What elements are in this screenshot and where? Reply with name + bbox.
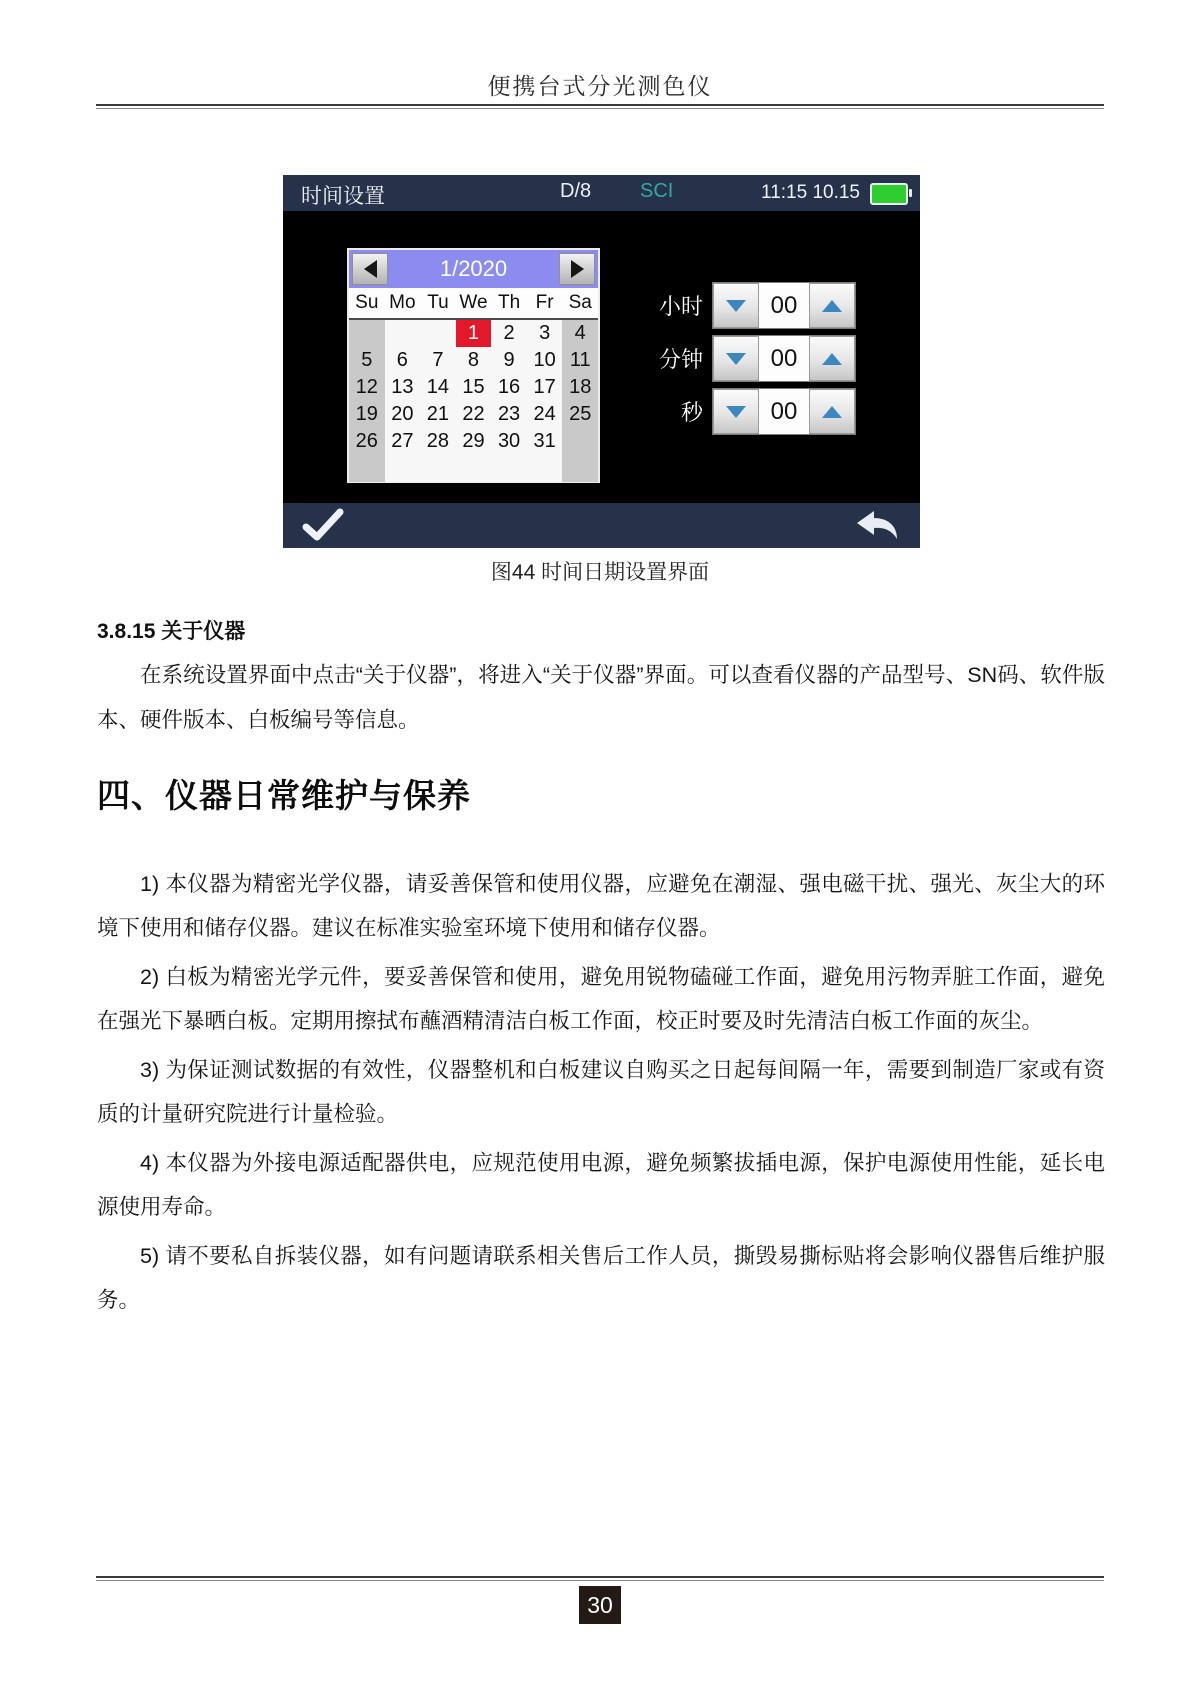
calendar-cell-26[interactable]: 26 [349,428,385,455]
calendar-cell-empty [562,428,598,455]
second-value: 00 [759,389,809,434]
weekday-label: Sa [568,292,592,313]
calendar-cell-19[interactable]: 19 [349,401,385,428]
calendar [347,248,600,483]
back-button[interactable] [854,509,900,541]
calendar-cell-empty [385,320,421,347]
calendar-cell-21[interactable]: 21 [420,401,456,428]
page-number-badge: 30 [579,1586,621,1624]
calendar-cell-14[interactable]: 14 [420,374,456,401]
calendar-cell-empty [420,455,456,482]
check-icon [306,512,340,537]
up-triangle-icon [822,300,842,312]
calendar-cell-20[interactable]: 20 [385,401,421,428]
down-triangle-icon [726,406,746,418]
left-arrow-icon [364,260,377,278]
calendar-cell-23[interactable]: 23 [491,401,527,428]
clock-label: 11:15 10.15 [761,182,860,203]
section-heading: 3.8.15 关于仪器 [97,620,246,643]
weekday-label: We [459,292,488,313]
hour-decrease-button[interactable] [713,283,759,328]
maintenance-item: 2) 白板为精密光学元件，要妥善保管和使用，避免用锐物磕碰工作面，避免用污物弄脏工作面，避免在强光下暴晒白板。定期用擦拭布蘸酒精清洁白板工作面，校正时要及时先清洁白板工作面的灰尘。 [97,965,1105,1033]
figure-caption: 图44 时间日期设置界面 [490,561,710,584]
calendar-header [349,250,598,288]
maintenance-item: 1) 本仪器为精密光学仪器，请妥善保管和使用仪器，应避免在潮湿、强电磁干扰、强光、灰尘大的环境下使用和储存仪器。建议在标准实验室环境下使用和储存仪器。 [97,872,1105,940]
calendar-cell-18[interactable]: 18 [562,374,598,401]
calendar-cell-5[interactable]: 5 [349,347,385,374]
calendar-cell-2[interactable]: 2 [491,320,527,347]
maintenance-item: 4) 本仪器为外接电源适配器供电，应规范使用电源，避免频繁拔插电源，保护电源使用性能，延长电源使用寿命。 [97,1151,1105,1219]
calendar-cell-11[interactable]: 11 [562,347,598,374]
calendar-cell-9[interactable]: 9 [491,347,527,374]
maintenance-item: 3) 为保证测试数据的有效性，仪器整机和白板建议自购买之日起每间隔一年，需要到制造厂家或有资质的计量研究院进行计量检验。 [97,1058,1105,1126]
hour-increase-button[interactable] [809,283,855,328]
confirm-button[interactable] [301,508,345,542]
calendar-cell-27[interactable]: 27 [385,428,421,455]
footer-rule [96,1576,1104,1581]
minute-increase-button[interactable] [809,336,855,381]
geometry-mode-label: D/8 [560,180,592,202]
status-bar [283,175,920,211]
month-label: 1/2020 [439,256,508,281]
calendar-cell-empty [456,455,492,482]
header-rule [96,104,1104,109]
up-triangle-icon [822,406,842,418]
sci-mode-label: SCI [640,180,674,202]
calendar-cell-22[interactable]: 22 [456,401,492,428]
calendar-cell-3[interactable]: 3 [527,320,563,347]
maintenance-list [97,862,1105,1327]
document-header-title: 便携台式分光测色仪 [487,73,713,99]
weekday-label: Mo [389,292,416,313]
calendar-cell-empty [562,455,598,482]
calendar-cell-16[interactable]: 16 [491,374,527,401]
maintenance-item: 5) 请不要私自拆装仪器，如有问题请联系相关售后工作人员，撕毁易撕标贴将会影响仪器售后维护服务。 [97,1244,1105,1312]
calendar-cell-31[interactable]: 31 [527,428,563,455]
weekday-label: Th [497,292,521,313]
calendar-cell-4[interactable]: 4 [562,320,598,347]
minute-decrease-button[interactable] [713,336,759,381]
calendar-cell-15[interactable]: 15 [456,374,492,401]
calendar-cell-empty [491,455,527,482]
calendar-cell-12[interactable]: 12 [349,374,385,401]
weekday-label: Su [355,292,379,313]
spinner-second [623,388,856,435]
return-arrow-icon [857,511,897,539]
calendar-cell-24[interactable]: 24 [527,401,563,428]
chapter-heading: 四、仪器日常维护与保养 [97,777,471,814]
section-body: 在系统设置界面中点击“关于仪器”，将进入“关于仪器”界面。可以查看仪器的产品型号、SN码、软件版本、硬件版本、白板编号等信息。 [97,663,1105,732]
calendar-grid [349,320,598,482]
minute-label: 分钟 [658,347,703,372]
next-month-button[interactable] [559,253,595,285]
calendar-cell-empty [385,455,421,482]
device-screenshot [283,175,920,548]
hour-spinner-box [712,282,856,329]
spinner-minute [623,335,856,382]
weekday-label: Fr [535,292,554,313]
calendar-cell-1[interactable]: 1 [456,320,492,347]
calendar-cell-13[interactable]: 13 [385,374,421,401]
calendar-cell-empty [349,320,385,347]
second-increase-button[interactable] [809,389,855,434]
second-label: 秒 [680,400,703,425]
calendar-cell-30[interactable]: 30 [491,428,527,455]
second-decrease-button[interactable] [713,389,759,434]
second-spinner-box [712,388,856,435]
prev-month-button[interactable] [352,253,388,285]
calendar-cell-28[interactable]: 28 [420,428,456,455]
battery-icon [870,183,908,205]
calendar-cell-7[interactable]: 7 [420,347,456,374]
calendar-cell-17[interactable]: 17 [527,374,563,401]
screen-title: 时间设置 [301,185,385,208]
calendar-cell-empty [527,455,563,482]
spinner-hour [623,282,856,329]
calendar-cell-8[interactable]: 8 [456,347,492,374]
calendar-cell-29[interactable]: 29 [456,428,492,455]
hour-value: 00 [759,283,809,328]
calendar-cell-25[interactable]: 25 [562,401,598,428]
down-triangle-icon [726,353,746,365]
calendar-cell-empty [420,320,456,347]
hour-label: 小时 [658,294,703,319]
up-triangle-icon [822,353,842,365]
calendar-cell-empty [349,455,385,482]
minute-spinner-box [712,335,856,382]
down-triangle-icon [726,300,746,312]
weekday-header-row [349,288,598,320]
bottom-bar [283,503,920,548]
right-arrow-icon [571,260,584,278]
calendar-cell-6[interactable]: 6 [385,347,421,374]
minute-value: 00 [759,336,809,381]
calendar-cell-10[interactable]: 10 [527,347,563,374]
weekday-label: Tu [427,292,449,313]
